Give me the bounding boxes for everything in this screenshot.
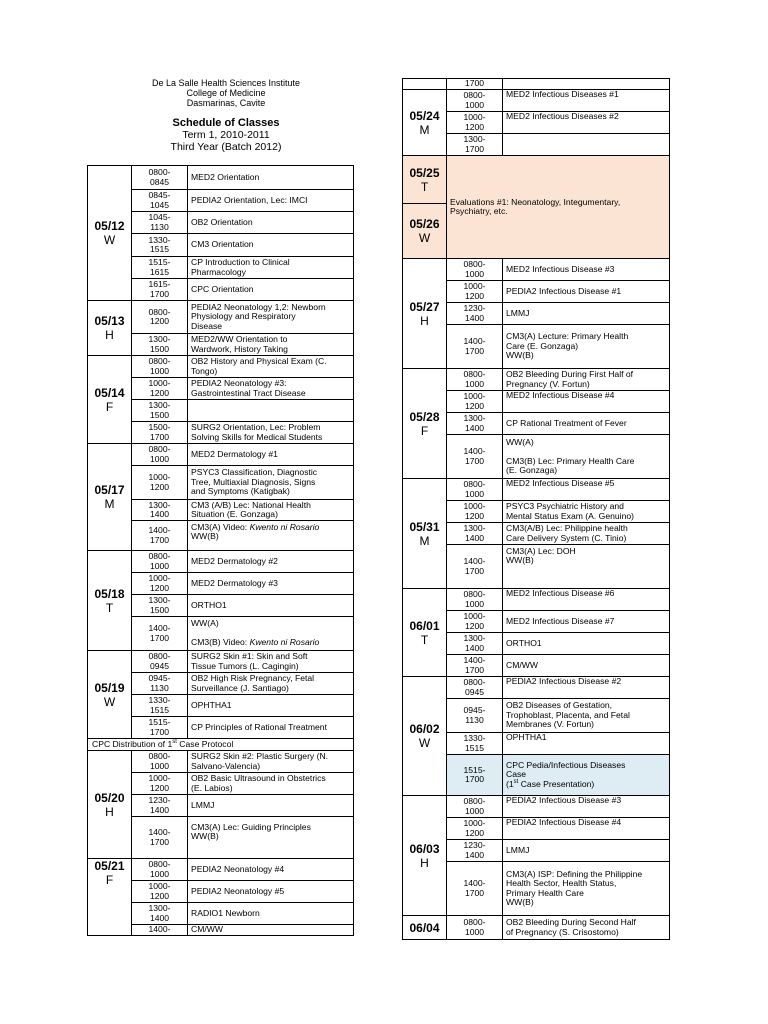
time-cell: 0800- 0945 — [132, 651, 188, 673]
time-cell: 1400- 1700 — [447, 325, 503, 369]
time-cell: 1500- 1700 — [132, 422, 188, 444]
activity-cell: CM/WW — [188, 925, 354, 936]
time-cell: 1300- 1400 — [132, 500, 188, 521]
time-cell: 1400- 1700 — [132, 817, 188, 859]
activity-cell: CM3 (A/B) Lec: National Health Situation (E. Gonzaga) — [188, 500, 354, 521]
day-cell — [403, 916, 447, 940]
day-cell — [88, 301, 132, 356]
activity-text: WW(B) — [191, 531, 219, 542]
day-cell — [403, 90, 447, 156]
schedule-table-left — [87, 165, 354, 936]
schedule-table-right — [402, 78, 670, 940]
day-cell — [403, 204, 447, 259]
activity-cell: MED2/WW Orientation to Wardwork, History Taking — [188, 334, 354, 356]
day-weekday: T — [420, 179, 429, 194]
activity-cell: CP Introduction to Clinical Pharmacology — [188, 257, 354, 279]
day-weekday: W — [103, 694, 116, 709]
time-cell: 1000- 1200 — [447, 611, 503, 633]
time-cell: 1300- 1400 — [447, 523, 503, 545]
activity-cell: SURG2 Skin #2: Plastic Surgery (N. Salvano-Valencia) — [188, 751, 354, 773]
activity-cell — [503, 79, 670, 90]
time-cell: 0800- 1000 — [447, 369, 503, 391]
time-cell: 0800- 1000 — [132, 444, 188, 466]
time-cell: 0800- 1000 — [447, 589, 503, 611]
day-weekday: W — [418, 231, 431, 245]
activity-cell: PEDIA2 Infectious Disease #3 — [503, 796, 670, 818]
time-cell: 1330- 1515 — [132, 695, 188, 717]
time-cell: 0800- 0945 — [447, 677, 503, 699]
time-cell: 1400- 1700 — [447, 545, 503, 589]
day-date: 05/14 — [94, 385, 125, 400]
table-row — [88, 859, 354, 881]
time-cell: 1000- 1200 — [132, 773, 188, 795]
empty-day-cell — [403, 79, 447, 90]
day-date: 05/31 — [409, 519, 440, 534]
activity-cell: OPHTHA1 — [503, 733, 670, 755]
day-cell — [88, 444, 132, 551]
activity-text: CM3(A) Video: — [191, 522, 250, 532]
table-row — [403, 916, 670, 940]
day-date: 05/13 — [94, 314, 125, 328]
day-cell — [403, 589, 447, 677]
time-cell: 0800- 1000 — [447, 916, 503, 940]
time-cell: 1300- 1400 — [447, 413, 503, 435]
activity-cell: OB2 Orientation — [188, 212, 354, 234]
time-cell: 0800- 1000 — [447, 479, 503, 501]
day-cell — [88, 166, 132, 301]
day-weekday: M — [419, 533, 430, 548]
day-date: 06/04 — [409, 920, 440, 935]
day-weekday: H — [105, 328, 114, 342]
activity-cell: OB2 Basic Ultrasound in Obstetrics (E. Labios) — [188, 773, 354, 795]
activity-cell: ORTHO1 — [188, 595, 354, 617]
activity-cell: CPC Orientation — [188, 279, 354, 301]
location: Dasmarinas, Cavite — [186, 98, 266, 108]
day-weekday: F — [105, 873, 114, 887]
note-superscript: st — [172, 738, 177, 745]
table-row — [403, 259, 670, 281]
table-row — [403, 677, 670, 699]
time-cell: 1400- — [132, 925, 188, 936]
day-cell — [88, 751, 132, 859]
time-cell: 1330- 1515 — [447, 733, 503, 755]
day-weekday: T — [105, 600, 114, 615]
time-cell: 1000- 1200 — [447, 818, 503, 840]
activity-cell: WW(A) CM3(B) Lec: Primary Health Care (E. Gonzaga) — [503, 435, 670, 479]
time-cell: 1515- 1615 — [132, 257, 188, 279]
day-weekday: W — [418, 736, 431, 750]
activity-cell: OB2 History and Physical Exam (C. Tongo) — [188, 356, 354, 378]
time-cell: 0800- 0845 — [132, 166, 188, 190]
time-cell: 0945- 1130 — [132, 673, 188, 695]
activity-cell: CM3(A) Lec: Guiding Principles WW(B) — [188, 817, 354, 859]
time-cell: 1700 — [447, 79, 503, 90]
activity-superscript: st — [513, 778, 519, 785]
college-name: College of Medicine — [186, 88, 266, 98]
activity-cell: OB2 Bleeding During Second Half of Pregnancy (S. Crisostomo) — [503, 916, 670, 940]
day-weekday: H — [420, 855, 429, 870]
activity-cell: LMMJ — [503, 303, 670, 325]
schedule-title: Schedule of Classes — [172, 117, 280, 129]
day-cell — [403, 677, 447, 796]
day-date: 05/25 — [409, 165, 440, 180]
day-cell — [88, 859, 132, 936]
day-weekday: T — [420, 632, 429, 647]
day-cell — [403, 796, 447, 916]
day-date: 05/27 — [409, 299, 440, 314]
activity-cell — [503, 134, 670, 156]
time-cell: 0800- 1000 — [132, 751, 188, 773]
time-cell: 1330- 1515 — [132, 234, 188, 257]
activity-cell: PEDIA2 Infectious Disease #4 — [503, 818, 670, 840]
activity-cell: MED2 Infectious Disease #5 — [503, 479, 670, 501]
day-date: 06/01 — [409, 618, 440, 633]
day-date: 06/03 — [409, 841, 440, 856]
activity-cell: CM3(A) Lecture: Primary Health Care (E. Gonzaga) WW(B) — [503, 325, 670, 369]
day-cell — [403, 479, 447, 589]
activity-cell — [188, 617, 354, 651]
activity-cell: MED2 Dermatology #3 — [188, 573, 354, 595]
day-weekday: M — [419, 122, 430, 137]
activity-cell: MED2 Infectious Disease #4 — [503, 391, 670, 413]
activity-cell: OB2 Diseases of Gestation, Trophoblast, Placenta, and Fetal Membranes (V. Fortun) — [503, 699, 670, 733]
time-cell: 1400- 1700 — [447, 655, 503, 677]
day-date: 05/26 — [409, 217, 440, 231]
table-row — [88, 651, 354, 673]
evaluation-cell: Evaluations #1: Neonatology, Integumentary, Psychiatry, etc. — [447, 156, 670, 259]
cpc-distribution-note — [88, 739, 354, 751]
activity-cell: MED2 Dermatology #1 — [188, 444, 354, 466]
activity-cell: SURG2 Skin #1: Skin and Soft Tissue Tumors (L. Cagingin) — [188, 651, 354, 673]
time-cell: 1230- 1400 — [447, 303, 503, 325]
activity-cell: LMMJ — [188, 795, 354, 817]
time-cell: 1000- 1200 — [132, 378, 188, 400]
term: Term 1, 2010-2011 — [182, 129, 270, 141]
activity-cell: PEDIA2 Neonatology #5 — [188, 881, 354, 903]
activity-cell: CP Rational Treatment of Fever — [503, 413, 670, 435]
time-cell: 0845- 1045 — [132, 190, 188, 212]
table-row — [403, 79, 670, 90]
time-cell: 1000- 1200 — [132, 573, 188, 595]
activity-cell: PEDIA2 Infectious Disease #1 — [503, 281, 670, 303]
activity-cell: LMMJ — [503, 840, 670, 862]
table-row — [88, 739, 354, 751]
activity-cell: CP Principles of Rational Treatment — [188, 717, 354, 739]
day-cell — [88, 356, 132, 444]
day-date: 05/18 — [94, 586, 125, 601]
time-cell: 1000- 1200 — [447, 501, 503, 523]
time-cell: 1400- 1700 — [132, 617, 188, 651]
activity-text: Case Presentation) — [518, 778, 595, 789]
day-date: 05/19 — [94, 680, 125, 695]
time-cell: 1230- 1400 — [447, 840, 503, 862]
time-cell: 1515- 1700 — [447, 755, 503, 796]
activity-cell: MED2 Infectious Disease #3 — [503, 259, 670, 281]
day-weekday: F — [420, 423, 429, 438]
activity-cell: PEDIA2 Neonatology #4 — [188, 859, 354, 881]
activity-text-italic: Kwento ni Rosario — [249, 637, 320, 648]
note-text: CPC Distribution of 1 — [92, 738, 173, 749]
activity-text-italic: Kwento ni Rosario — [249, 522, 320, 532]
activity-cell: MED2 Orientation — [188, 166, 354, 190]
activity-cell: CM3(A) Lec: DOH WW(B) — [503, 545, 670, 589]
time-cell: 0800- 1000 — [447, 796, 503, 818]
day-date: 05/20 — [94, 790, 125, 805]
activity-cell: MED2 Dermatology #2 — [188, 551, 354, 573]
day-date: 05/24 — [409, 108, 440, 123]
activity-cell: CM3(A) ISP: Defining the Philippine Health Sector, Health Status, Primary Health Care WW(B) — [503, 862, 670, 916]
batch: Third Year (Batch 2012) — [170, 141, 282, 153]
time-cell: 1000- 1200 — [132, 881, 188, 903]
day-cell — [403, 156, 447, 204]
activity-cell: PEDIA2 Neonatology #3: Gastrointestinal Tract Disease — [188, 378, 354, 400]
time-cell: 1400- 1700 — [447, 862, 503, 916]
day-cell — [88, 651, 132, 739]
time-cell: 1000- 1200 — [132, 466, 188, 500]
activity-cell: OPHTHA1 — [188, 695, 354, 717]
table-row — [88, 166, 354, 190]
activity-cell: MED2 Infectious Diseases #2 — [503, 112, 670, 134]
day-date: 06/02 — [409, 722, 440, 736]
activity-cell: RADIO1 Newborn — [188, 903, 354, 925]
activity-cell: PSYC3 Classification, Diagnostic Tree, Multiaxial Diagnosis, Signs and Symptoms (Katigbak) — [188, 466, 354, 500]
activity-cell: MED2 Infectious Disease #7 — [503, 611, 670, 633]
activity-cell — [188, 521, 354, 551]
activity-cell: PSYC3 Psychiatric History and Mental Status Exam (A. Genuino) — [503, 501, 670, 523]
day-weekday: H — [420, 313, 429, 328]
time-cell: 0800- 1000 — [447, 259, 503, 281]
time-cell: 1000- 1200 — [447, 281, 503, 303]
time-cell: 1300- 1700 — [447, 134, 503, 156]
time-cell: 1230- 1400 — [132, 795, 188, 817]
note-text: Case Protocol — [176, 738, 234, 749]
activity-cell: PEDIA2 Infectious Disease #2 — [503, 677, 670, 699]
activity-cell: MED2 Infectious Diseases #1 — [503, 90, 670, 112]
time-cell: 1400- 1700 — [132, 521, 188, 551]
time-cell: 0800- 1000 — [447, 90, 503, 112]
day-cell — [403, 369, 447, 479]
activity-cell: CM3 Orientation — [188, 234, 354, 257]
table-row — [403, 589, 670, 611]
table-row — [88, 751, 354, 773]
day-date: 05/21 — [94, 859, 125, 873]
time-cell: 1400- 1700 — [447, 435, 503, 479]
time-cell: 1300- 1400 — [132, 903, 188, 925]
time-cell: 1515- 1700 — [132, 717, 188, 739]
time-cell: 0800- 1000 — [132, 551, 188, 573]
time-cell: 1615- 1700 — [132, 279, 188, 301]
time-cell: 0800- 1200 — [132, 301, 188, 334]
table-row — [88, 551, 354, 573]
day-weekday: W — [103, 233, 116, 247]
table-row — [88, 356, 354, 378]
activity-cell — [503, 755, 670, 796]
time-cell: 0800- 1000 — [132, 859, 188, 881]
activity-text: CPC Pedia/Infectious Diseases Case — [506, 759, 626, 780]
day-cell — [88, 551, 132, 651]
activity-cell: PEDIA2 Orientation, Lec: IMCI — [188, 190, 354, 212]
time-cell: 1000- 1200 — [447, 112, 503, 134]
time-cell: 1000- 1200 — [447, 391, 503, 413]
time-cell: 1300- 1500 — [132, 334, 188, 356]
table-row — [403, 156, 670, 204]
time-cell: 1300- 1500 — [132, 400, 188, 422]
table-row — [88, 301, 354, 334]
document-header — [88, 78, 364, 153]
table-row — [403, 796, 670, 818]
day-date: 05/28 — [409, 409, 440, 424]
activity-cell — [188, 400, 354, 422]
activity-cell: OB2 Bleeding During First Half of Pregnancy (V. Fortun) — [503, 369, 670, 391]
activity-text: CM3(B) Video: — [191, 637, 250, 648]
day-weekday: F — [105, 399, 114, 414]
activity-cell: OB2 High Risk Pregnancy, Fetal Surveillance (J. Santiago) — [188, 673, 354, 695]
activity-cell: MED2 Infectious Disease #6 — [503, 589, 670, 611]
time-cell: 1300- 1400 — [447, 633, 503, 655]
activity-text: WW(A) — [191, 618, 219, 629]
activity-cell: CM3(A/B) Lec: Philippine health Care Delivery System (C. Tinio) — [503, 523, 670, 545]
day-weekday: H — [105, 804, 114, 819]
time-cell: 1045- 1130 — [132, 212, 188, 234]
activity-cell: SURG2 Orientation, Lec: Problem Solving Skills for Medical Students — [188, 422, 354, 444]
table-row — [403, 90, 670, 112]
table-row — [88, 444, 354, 466]
time-cell: 0800- 1000 — [132, 356, 188, 378]
institute-name: De La Salle Health Sciences Institute — [151, 78, 301, 88]
table-row — [403, 479, 670, 501]
time-cell: 1300- 1500 — [132, 595, 188, 617]
day-date: 05/12 — [94, 219, 125, 233]
activity-cell: PEDIA2 Neonatology 1,2: Newborn Physiology and Respiratory Disease — [188, 301, 354, 334]
activity-cell: ORTHO1 — [503, 633, 670, 655]
time-cell: 0945- 1130 — [447, 699, 503, 733]
activity-text: (1 — [506, 778, 514, 789]
table-row — [403, 369, 670, 391]
day-date: 05/17 — [94, 483, 125, 497]
day-cell — [403, 259, 447, 369]
day-weekday: M — [104, 497, 115, 511]
activity-cell: CM/WW — [503, 655, 670, 677]
